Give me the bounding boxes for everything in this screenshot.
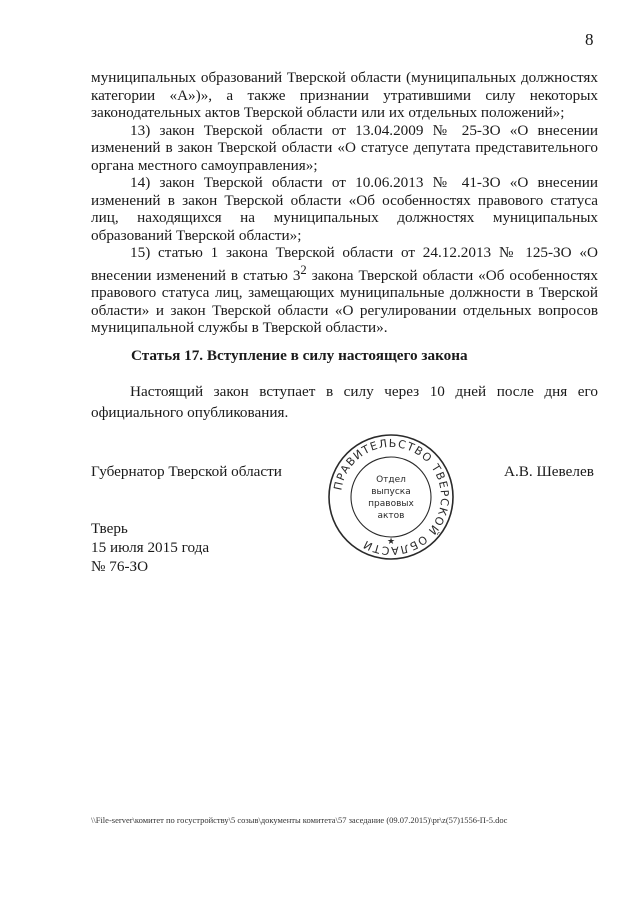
signatory-name: А.В. Шевелев	[504, 463, 594, 480]
official-seal	[326, 432, 456, 562]
page-number: 8	[585, 30, 594, 49]
list-item-15	[91, 244, 598, 337]
seal-center-line: Отдел	[376, 475, 406, 485]
seal-center-line: выпуска	[371, 487, 411, 497]
document-body	[91, 69, 598, 337]
list-item-14: 14) закон Тверской области от 10.06.2013 № 41-ЗО «О внесении изменений в закон Тверской области «Об особенностях правового статуса лиц, находящихся на муниципальных должностях муниципальных образований Тверской области»;	[91, 174, 598, 244]
article-heading: Статья 17. Вступление в силу настоящего закона	[131, 347, 468, 364]
law-number: № 76-ЗО	[91, 558, 149, 575]
seal-center-line: актов	[377, 511, 405, 521]
signoff-city: Тверь	[91, 520, 128, 537]
paragraph-continuation: муниципальных образований Тверской области (муниципальных должностях категории «А»)», а также признании утратившими силу некоторых законодательных актов Тверской области или их отдельных положений»;	[91, 69, 598, 121]
item15-text-before: 15) статью 1 закона Тверской области от 24.12.2013 № 125-ЗО «О внесении изменений в статью 3	[91, 244, 598, 284]
file-path-footer: \\File-server\комитет по госустройству\5 созыв\документы комитета\57 заседание (09.07.2015)\pr\z(57)1556-П-5.doc	[91, 815, 508, 825]
seal-star-icon: ★	[386, 537, 396, 547]
signoff-block	[91, 519, 209, 576]
superscript: 2	[300, 262, 307, 277]
seal-inner-ring	[351, 457, 431, 537]
signatory-title: Губернатор Тверской области	[91, 463, 282, 480]
seal-ring-text: ПРАВИТЕЛЬСТВО ТВЕРСКОЙ ОБЛАСТИ	[331, 436, 452, 558]
seal-center-line: правовых	[368, 499, 414, 509]
signoff-date: 15 июля 2015 года	[91, 539, 210, 556]
item15-text-after: закона Тверской области «Об особенностях правового статуса лиц, замещающих муниципальные должности в Тверской области» и закон Тверской области «О регулировании отдельных вопросов муниципальной службы в Тверской области».	[91, 266, 598, 337]
list-item-13: 13) закон Тверской области от 13.04.2009 № 25-ЗО «О внесении изменений в закон Тверской области «О статусе депутата представительного органа местного самоуправления»;	[91, 121, 598, 174]
effective-date-paragraph: Настоящий закон вступает в силу через 10 дней после дня его официального опубликования.	[91, 383, 598, 421]
